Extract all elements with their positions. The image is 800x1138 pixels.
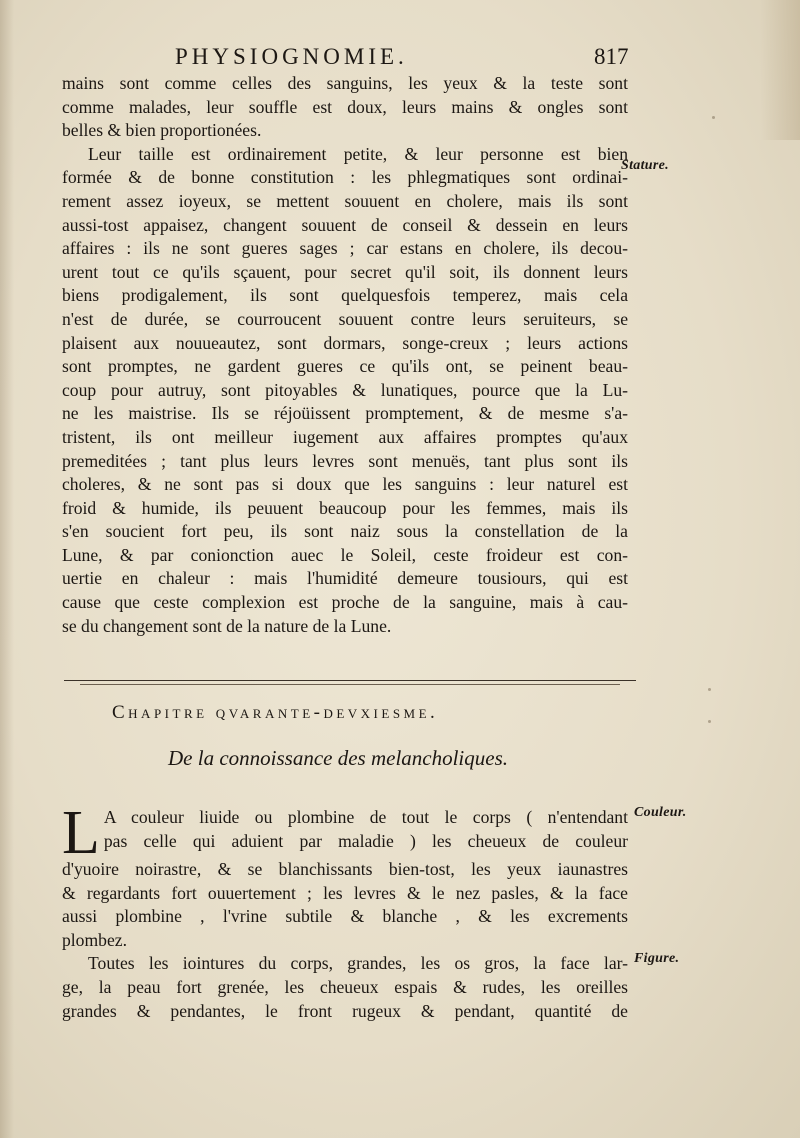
- text-line: plaisent aux nouueautez, sont dormars, songe-creux ; leurs actions: [62, 332, 628, 353]
- binding-shadow: [0, 0, 14, 1138]
- text-block-melancholic: [62, 799, 628, 1023]
- text-line: A couleur liuide ou plombine de tout le corps ( n'entendant: [103, 807, 628, 827]
- running-title: PHYSIOGNOMIE.: [175, 44, 408, 69]
- text-line: & regardants fort ouuertement ; les levres & le nez pasles, & la face: [62, 882, 628, 903]
- text-line: cause que ceste complexion est proche de la sanguine, mais à cau-: [62, 592, 628, 613]
- text-block-phlegmatic: [62, 72, 628, 638]
- page-number: 817: [594, 44, 629, 69]
- text-line: aussi plombine , l'vrine subtile & blanche , & les excrements: [62, 906, 628, 927]
- ink-speck: [708, 688, 711, 691]
- ink-speck: [712, 116, 715, 119]
- chapter-title: Chapitre qvarante-devxiesme.: [112, 702, 439, 723]
- text-line: belles & bien proportionées.: [62, 120, 262, 141]
- text-line: se du changement sont de la nature de la Lune.: [62, 615, 392, 636]
- margin-note-couleur: Couleur.: [634, 805, 687, 820]
- text-line: mains sont comme celles des sanguins, les yeux & la teste sont: [62, 73, 628, 93]
- running-head: [0, 44, 800, 72]
- text-line: comme malades, leur souffle est doux, leurs mains & ongles sont: [62, 96, 628, 117]
- text-line: Leur taille est ordinairement petite, & leur personne est bien: [88, 143, 628, 164]
- text-line: choleres, & ne sont pas si doux que les sanguins : leur naturel est: [62, 474, 628, 495]
- text-line: uertie en chaleur : mais l'humidité demeure tousiours, qui est: [62, 568, 628, 589]
- section-divider: [64, 680, 636, 681]
- margin-note-stature: Stature.: [621, 158, 669, 173]
- text-line: froid & humide, ils peuuent beaucoup pour les femmes, mais ils: [62, 497, 628, 518]
- text-line: biens prodigalement, ils sont quelquesfois temperez, mais cela: [62, 285, 628, 306]
- ink-speck: [708, 720, 711, 723]
- text-line: sont promptes, ne gardent gueres ce qu'ils ont, se peinent beau-: [62, 356, 628, 377]
- text-line: coup pour autruy, sont pitoyables & lunatiques, pource que la Lu-: [62, 379, 628, 400]
- text-line: pas celle qui aduient par maladie ) les cheueux de couleur: [103, 830, 628, 851]
- text-line: aussi-tost appaisez, changent souuent de conseil & dessein en leurs: [62, 214, 628, 235]
- text-line: tristent, ils ont meilleur iugement aux affaires promptes qu'aux: [62, 426, 628, 447]
- text-line: Lune, & par conionction auec le Soleil, ceste froideur est con-: [62, 544, 628, 565]
- text-line: n'est de durée, se courroucent souuent contre leurs seruiteurs, se: [62, 308, 628, 329]
- section-divider-thin: [80, 684, 620, 685]
- text-line: plombez.: [62, 929, 127, 950]
- text-line: grandes & pendantes, le front rugeux & pendant, quantité de: [62, 1000, 628, 1021]
- text-line: rement assez ioyeux, se mettent souuent en cholere, mais ils sont: [62, 190, 628, 211]
- text-line: s'en soucient fort peu, ils sont naiz sous la constellation de la: [62, 521, 628, 542]
- text-line: formée & de bonne constitution : les phlegmatiques sont ordinai-: [62, 167, 628, 188]
- text-line: d'yuoire noirastre, & se blanchissants bien-tost, les yeux iaunastres: [62, 859, 628, 879]
- text-line: urent tout ce qu'ils sçauent, pour secret qu'il soit, ils donnent leurs: [62, 261, 628, 282]
- text-line: premeditées ; tant plus leurs levres sont menuës, tant plus sont ils: [62, 450, 628, 471]
- margin-note-figure: Figure.: [634, 951, 680, 966]
- drop-cap: L: [62, 799, 100, 867]
- text-line: Toutes les iointures du corps, grandes, les os gros, la face lar-: [88, 953, 628, 974]
- chapter-subtitle: De la connoissance des melancholiques.: [168, 746, 509, 770]
- text-line: affaires : ils ne sont gueres sages ; car estans en cholere, ils decou-: [62, 238, 628, 259]
- text-line: ne les maistrise. Ils se réjoüissent promptement, & de mesme s'a-: [62, 403, 628, 424]
- text-line: ge, la peau fort grenée, les cheueux espais & rudes, les oreilles: [62, 976, 628, 997]
